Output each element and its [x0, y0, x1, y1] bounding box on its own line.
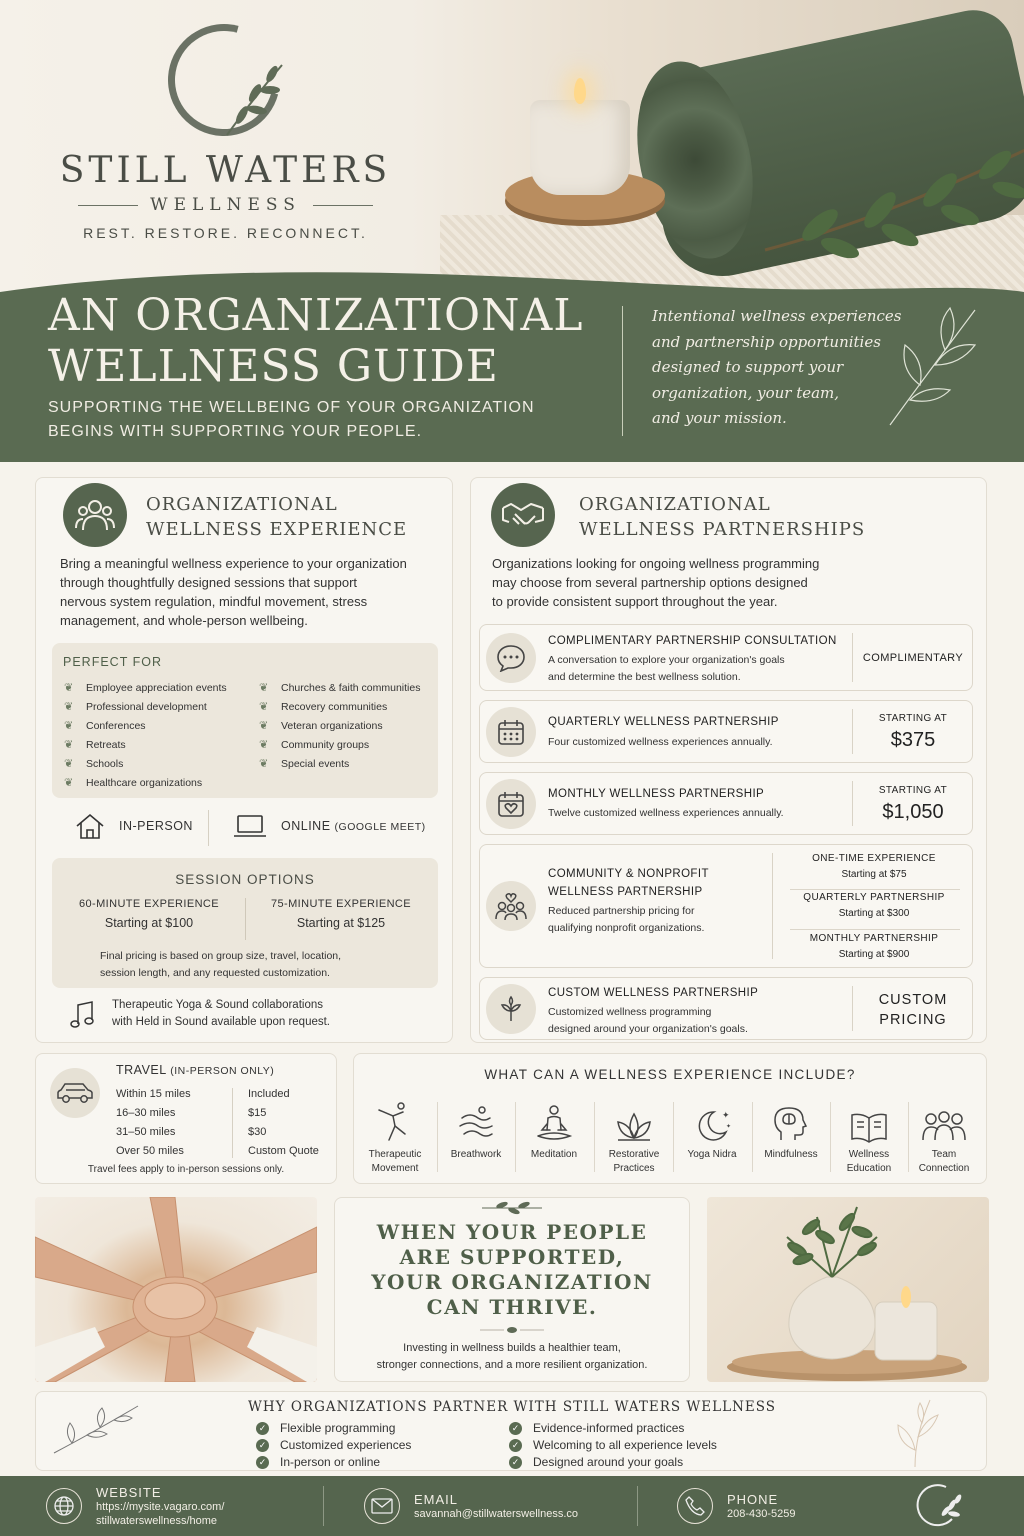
laptop-icon: [233, 812, 267, 840]
website-label: WEBSITE: [96, 1484, 162, 1500]
sound-collaboration-note: [112, 997, 330, 1031]
session-75: [256, 898, 426, 930]
include-label: Mindfulness: [764, 1149, 818, 1160]
sound-note-line: with Held in Sound available upon request.: [112, 1016, 331, 1028]
session-pricing-note: [100, 948, 400, 982]
quote-body-line: stronger connections, and a more resilient organization.: [376, 1359, 648, 1371]
session-75-price: Starting at $125: [296, 916, 386, 930]
custom-row: [479, 977, 973, 1040]
row-divider: [772, 853, 773, 959]
monthly-starting-label: STARTING AT: [878, 785, 948, 796]
eucalyptus-branch: [760, 130, 1024, 270]
page-title-line2: WELLNESS GUIDE: [48, 341, 499, 392]
include-label: Education: [846, 1163, 892, 1174]
online-option: [233, 812, 426, 840]
custom-price-line1: CUSTOM: [878, 992, 948, 1008]
page-subtitle-line2: BEGINS WITH SUPPORTING YOUR PEOPLE.: [48, 423, 423, 440]
include-label: Team: [931, 1149, 957, 1160]
handshake-icon: [491, 483, 555, 547]
include-label: Wellness: [848, 1149, 890, 1160]
partnerships-title-line2: WELLNESS PARTNERSHIPS: [579, 519, 866, 540]
page-subtitle-line1: SUPPORTING THE WELLBEING OF YOUR ORGANIZATION: [48, 399, 535, 416]
row-divider: [852, 633, 853, 682]
tier-label: ONE-TIME EXPERIENCE: [812, 853, 936, 864]
phone-number[interactable]: 208-430-5259: [727, 1507, 796, 1520]
monthly-price: $1,050: [882, 801, 944, 823]
leaf-outline-icon: [880, 300, 990, 430]
email-address[interactable]: savannah@stillwaterswellness.co: [414, 1507, 579, 1520]
brand-logo: [48, 150, 403, 241]
why-item: ✓ Designed around your goals: [509, 1454, 717, 1471]
quote-heading-line: CAN THRIVE.: [426, 1295, 598, 1319]
session-divider: [245, 898, 246, 940]
custom-price: [856, 990, 970, 1030]
list-item: ❦ Professional development: [62, 698, 227, 717]
travel-distance: Within 15 miles: [116, 1088, 191, 1100]
include-item: [673, 1100, 751, 1162]
include-item: [905, 1100, 983, 1176]
list-item: ❦ Employee appreciation events: [62, 679, 227, 698]
page-title: [48, 290, 628, 392]
page-title-line1: AN ORGANIZATIONAL: [48, 290, 584, 341]
experience-description: [60, 554, 450, 630]
monthly-description: Twelve customized wellness experiences annually.: [548, 807, 784, 819]
footer-divider: [637, 1486, 638, 1526]
page-subtitle: [48, 396, 608, 444]
footer: [0, 1476, 1024, 1536]
vase-candle-image: [707, 1197, 989, 1382]
community-title: [548, 865, 709, 901]
custom-price-line2: PRICING: [879, 1012, 947, 1028]
meditation-icon: [534, 1104, 574, 1144]
quote-body-line: Investing in wellness builds a healthier team,: [403, 1342, 621, 1354]
include-label: Therapeutic: [368, 1149, 422, 1160]
quarterly-title: QUARTERLY WELLNESS PARTNERSHIP: [548, 716, 779, 728]
include-item: [752, 1100, 830, 1162]
monthly-row: [479, 772, 973, 835]
logo-leaf-icon: [222, 60, 292, 140]
breathwork-icon: [456, 1104, 496, 1144]
in-person-label: IN-PERSON: [119, 819, 193, 833]
why-item: ✓ Evidence-informed practices: [509, 1420, 717, 1437]
globe-icon: [46, 1488, 82, 1524]
list-item: ❦ Community groups: [257, 736, 420, 755]
team-icon: [921, 1110, 967, 1144]
music-note-icon: [70, 1000, 96, 1030]
banner-quote-line: Intentional wellness experiences: [652, 307, 902, 325]
candle-image: [530, 100, 630, 195]
consultation-description-line: and determine the best wellness solution.: [548, 671, 741, 683]
quarterly-starting-label: STARTING AT: [878, 713, 948, 724]
custom-title: CUSTOM WELLNESS PARTNERSHIP: [548, 987, 759, 999]
why-item: ✓ In-person or online: [256, 1454, 411, 1471]
include-item: [830, 1100, 908, 1176]
brand-sub: [48, 195, 403, 215]
plant-candle-photo: [707, 1197, 989, 1382]
experience-title-line2: WELLNESS EXPERIENCE: [146, 519, 408, 540]
include-label: Movement: [371, 1163, 419, 1174]
tier-label: QUARTERLY PARTNERSHIP: [803, 892, 945, 903]
sprout-icon: [486, 984, 536, 1034]
consultation-description-line: A conversation to explore your organization's goals: [548, 654, 785, 666]
include-label: Breathwork: [450, 1149, 502, 1160]
experience-description-line: nervous system regulation, mindful movement, stress: [60, 594, 368, 609]
travel-heading-text: TRAVEL: [116, 1063, 167, 1077]
online-label: ONLINE: [281, 819, 331, 833]
quote-body: [334, 1340, 690, 1374]
include-item: [356, 1100, 434, 1176]
include-label: Meditation: [530, 1149, 578, 1160]
session-options-heading: SESSION OPTIONS: [175, 872, 315, 887]
session-options-box: [52, 858, 438, 988]
quote-heading: [334, 1220, 690, 1320]
community-description-line: Reduced partnership pricing for: [548, 905, 695, 917]
why-heading: WHY ORGANIZATIONS PARTNER WITH STILL WATERS WELLNESS: [247, 1399, 776, 1415]
community-description: [548, 903, 704, 937]
travel-distance: Over 50 miles: [116, 1145, 184, 1157]
includes-heading: WHAT CAN A WELLNESS EXPERIENCE INCLUDE?: [484, 1067, 856, 1082]
group-icon: [63, 483, 127, 547]
partnerships-description: [492, 554, 912, 611]
phone-label: PHONE: [727, 1491, 779, 1507]
travel-fee: $15: [248, 1107, 267, 1119]
session-75-label: 75-MINUTE EXPERIENCE: [270, 898, 412, 910]
community-title-line1: COMMUNITY & NONPROFIT: [548, 868, 709, 880]
movement-icon: [375, 1100, 415, 1144]
perfect-for-list-right: [257, 679, 420, 774]
why-item: ✓ Customized experiences: [256, 1437, 411, 1454]
session-note-line: session length, and any requested customization.: [100, 967, 330, 979]
banner-quote: [652, 304, 902, 432]
travel-fee: Custom Quote: [248, 1145, 319, 1157]
custom-description-line: Customized wellness programming: [548, 1006, 712, 1018]
experience-description-line: management, and whole-person wellbeing.: [60, 613, 308, 628]
session-60-label: 60-MINUTE EXPERIENCE: [78, 898, 220, 910]
experience-description-line: Bring a meaningful wellness experience to your organization: [60, 556, 407, 571]
quote-heading-line: YOUR ORGANIZATION: [371, 1270, 653, 1294]
community-row: [479, 844, 973, 968]
calendar-heart-icon: [486, 779, 536, 829]
partnerships-title-line1: ORGANIZATIONAL: [579, 494, 771, 515]
why-item: ✓ Flexible programming: [256, 1420, 411, 1437]
partnerships-description-line: Organizations looking for ongoing wellness programming: [492, 556, 820, 571]
community-description-line: qualifying nonprofit organizations.: [548, 922, 705, 934]
community-tier-quarterly: [776, 890, 972, 922]
travel-heading-note: (IN-PERSON ONLY): [170, 1065, 275, 1077]
travel-fee: Included: [248, 1088, 290, 1100]
banner-quote-line: organization, your team,: [652, 383, 840, 402]
partnerships-title: [579, 492, 865, 542]
experience-description-line: through thoughtfully designed sessions that support: [60, 575, 358, 590]
list-item: ❦ Retreats: [62, 736, 227, 755]
community-heart-icon: [486, 881, 536, 931]
consultation-price: COMPLIMENTARY: [862, 652, 964, 664]
consultation-description: [548, 652, 785, 686]
travel-heading: [116, 1063, 274, 1077]
brand-tagline: REST. RESTORE. RECONNECT.: [83, 225, 368, 241]
website-url-line1[interactable]: https://mysite.vagaro.com/: [96, 1500, 225, 1513]
consultation-title: COMPLIMENTARY PARTNERSHIP CONSULTATION: [548, 635, 837, 647]
leaf-divider-icon: [482, 1200, 542, 1216]
car-icon: [50, 1068, 100, 1118]
quarterly-description: Four customized wellness experiences annually.: [548, 736, 773, 748]
footer-logo-icon: [908, 1481, 968, 1531]
community-tier-monthly: [776, 931, 972, 963]
brand-name: STILL WATERS: [59, 150, 392, 191]
community-title-line2: WELLNESS PARTNERSHIP: [548, 886, 703, 898]
include-label: Yoga Nidra: [687, 1149, 737, 1160]
row-divider: [852, 986, 853, 1031]
travel-fee: $30: [248, 1126, 267, 1138]
tier-price: Starting at $300: [838, 908, 910, 919]
travel-distance-list: [116, 1085, 191, 1161]
partnerships-description-line: may choose from several partnership options designed: [492, 575, 808, 590]
include-label: Connection: [918, 1163, 970, 1174]
calendar-grid-icon: [486, 707, 536, 757]
banner-divider: [622, 306, 623, 436]
monthly-title: MONTHLY WELLNESS PARTNERSHIP: [548, 788, 765, 800]
lotus-icon: [614, 1108, 654, 1144]
include-label: Restorative: [608, 1149, 660, 1160]
experience-title-line1: ORGANIZATIONAL: [146, 494, 338, 515]
banner-quote-line: and partnership opportunities: [652, 332, 881, 351]
svg-text:✦: ✦: [726, 1124, 732, 1130]
list-item: ❦ Churches & faith communities: [257, 679, 420, 698]
community-tier-onetime: [776, 851, 972, 883]
why-item: ✓ Welcoming to all experience levels: [509, 1437, 717, 1454]
session-60-price: Starting at $100: [104, 916, 194, 930]
why-list-left: [256, 1420, 411, 1471]
online-note: (GOOGLE MEET): [334, 821, 426, 833]
custom-description: [548, 1004, 748, 1038]
row-divider: [852, 709, 853, 754]
travel-distance: 31–50 miles: [116, 1126, 176, 1138]
candle-flame: [574, 78, 586, 104]
quote-heading-line: WHEN YOUR PEOPLE: [376, 1220, 648, 1244]
consultation-row: [479, 624, 973, 691]
travel-note: Travel fees apply to in-person sessions only.: [87, 1164, 285, 1175]
perfect-for-list-left: [62, 679, 227, 793]
session-note-line: Final pricing is based on group size, travel, location,: [100, 950, 342, 962]
why-list-right: [509, 1420, 717, 1471]
banner-quote-line: designed to support your: [652, 358, 844, 376]
perfect-for-box: [52, 643, 438, 798]
chat-icon: [486, 633, 536, 683]
svg-text:✦: ✦: [722, 1110, 730, 1120]
include-label: Practices: [613, 1163, 655, 1174]
footer-phone[interactable]: [677, 1476, 796, 1536]
travel-fee-list: [248, 1085, 319, 1161]
list-item: ❦ Recovery communities: [257, 698, 420, 717]
include-item: [595, 1100, 673, 1176]
travel-divider: [232, 1088, 233, 1158]
list-item: ❦ Veteran organizations: [257, 717, 420, 736]
partnerships-description-line: to provide consistent support throughout the year.: [492, 594, 778, 609]
house-icon: [75, 812, 105, 840]
tier-price: Starting at $75: [841, 869, 907, 880]
tier-divider: [790, 929, 960, 930]
session-60: [64, 898, 234, 930]
in-person-option: [75, 812, 193, 840]
book-icon: [849, 1110, 889, 1144]
footer-email[interactable]: [364, 1476, 578, 1536]
tier-price: Starting at $900: [838, 949, 910, 960]
website-url-line2[interactable]: stillwaterswellness/home: [96, 1514, 218, 1527]
list-item: ❦ Special events: [257, 755, 420, 774]
include-item: [437, 1100, 515, 1162]
custom-description-line: designed around your organization's goals.: [548, 1023, 748, 1035]
stacked-hands-image: [35, 1197, 317, 1382]
envelope-icon: [364, 1488, 400, 1524]
quote-heading-line: ARE SUPPORTED,: [399, 1245, 625, 1269]
footer-divider: [323, 1486, 324, 1526]
list-item: ❦ Schools: [62, 755, 227, 774]
quarterly-row: [479, 700, 973, 763]
brand-sub-text: WELLNESS: [150, 195, 301, 215]
list-item: ❦ Conferences: [62, 717, 227, 736]
quarterly-price: $375: [890, 729, 936, 751]
mode-divider: [208, 810, 209, 846]
tier-label: MONTHLY PARTNERSHIP: [809, 933, 939, 944]
travel-panel: [35, 1053, 337, 1184]
list-item: ❦ Healthcare organizations: [62, 774, 227, 793]
email-label: EMAIL: [414, 1491, 459, 1507]
row-divider: [852, 781, 853, 826]
experience-title: [146, 492, 407, 542]
footer-website[interactable]: [46, 1476, 224, 1536]
travel-distance: 16–30 miles: [116, 1107, 176, 1119]
sound-note-line: Therapeutic Yoga & Sound collaborations: [112, 999, 323, 1011]
team-hands-photo: [35, 1197, 317, 1382]
moon-icon: [692, 1106, 732, 1144]
banner-quote-line: and your mission.: [652, 409, 787, 427]
phone-icon: [677, 1488, 713, 1524]
sprig-divider-icon: [480, 1324, 544, 1336]
include-item: [515, 1100, 593, 1162]
mind-icon: [771, 1104, 811, 1144]
perfect-for-heading: PERFECT FOR: [63, 655, 162, 669]
